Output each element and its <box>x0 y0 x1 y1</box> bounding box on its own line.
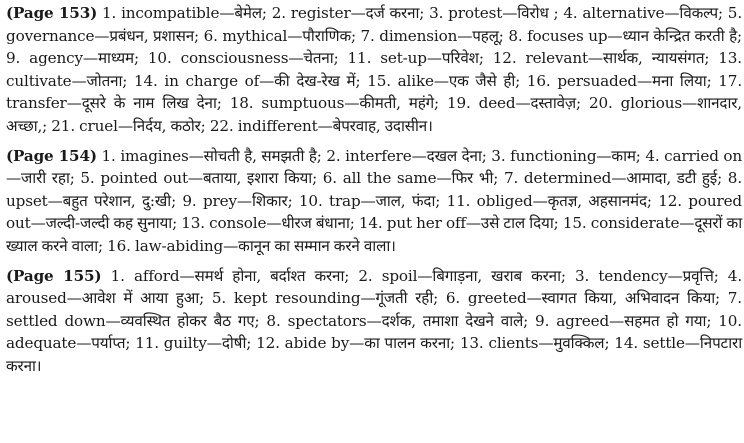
page-label: (Page 155) <box>6 266 102 285</box>
glossary-page <box>6 2 742 378</box>
glossary-section-page-153 <box>6 2 742 138</box>
page-label: (Page 154) <box>6 146 97 165</box>
glossary-section-page-155 <box>6 265 742 378</box>
glossary-entries: 1. incompatible—बेमेल; 2. register—दर्ज करना; 3. protest—विरोध ; 4. alternative—विकल्प; 5. governance—प्रबंधन, प्रशासन; 6. mythical—पौराणिक; 7. dimension—पहलू; 8. focuses up—ध्यान केन्द्रित करती है; 9. agency—माध्यम; 10. consciousness—चेतना; 11. set-up—परिवेश; 12. relevant—सार्थक, न्यायसंगत; 13. cultivate—जोतना; 14. in charge of—की देख-रेख में; 15. alike—एक जैसे ही; 16. persuaded—मना लिया; 17. transfer—दूसरे के नाम लिख देना; 18. sumptuous—कीमती, महंगे; 19. deed—दस्तावेज़; 20. glorious—शानदार, अच्छा,; 21. cruel—निर्दय, कठोर; 22. indifferent—बेपरवाह, उदासीन। <box>6 4 742 135</box>
glossary-entries: 1. imagines—सोचती है, समझती है; 2. interfere—दखल देना; 3. functioning—काम; 4. carried on—जारी रहा; 5. pointed out—बताया, इशारा किया; 6. all the same—फिर भी; 7. determined—आमादा, डटी हुई; 8. upset—बहुत परेशान, दु:खी; 9. prey—शिकार; 10. trap—जाल, फंदा; 11. obliged—कृतज्ञ, अहसानमंद; 12. poured out—जल्दी-जल्दी कह सुनाया; 13. console—धीरज बंधाना; 14. put her off—उसे टाल दिया; 15. considerate—दूसरों का ख्याल करने वाला; 16. law-abiding—कानून का सम्मान करने वाला। <box>6 146 743 255</box>
glossary-entries: 1. afford—समर्थ होना, बर्दाश्त करना; 2. spoil—बिगाड़ना, खराब करना; 3. tendency—प्रवृत्ति; 4. aroused—आवेश में आया हुआ; 5. kept resounding—गूंजती रही; 6. greeted—स्वागत किया, अभिवादन किया; 7. settled down—व्यवस्थित होकर बैठ गए; 8. spectators—दर्शक, तमाशा देखने वाले; 9. agreed—सहमत हो गया; 10. adequate—पर्याप्त; 11. guilty—दोषी; 12. abide by—का पालन करना; 13. clients—मुवक्किल; 14. settle—निपटारा करना। <box>6 266 742 375</box>
page-label: (Page 153) <box>6 4 98 22</box>
glossary-section-page-154 <box>6 145 742 258</box>
